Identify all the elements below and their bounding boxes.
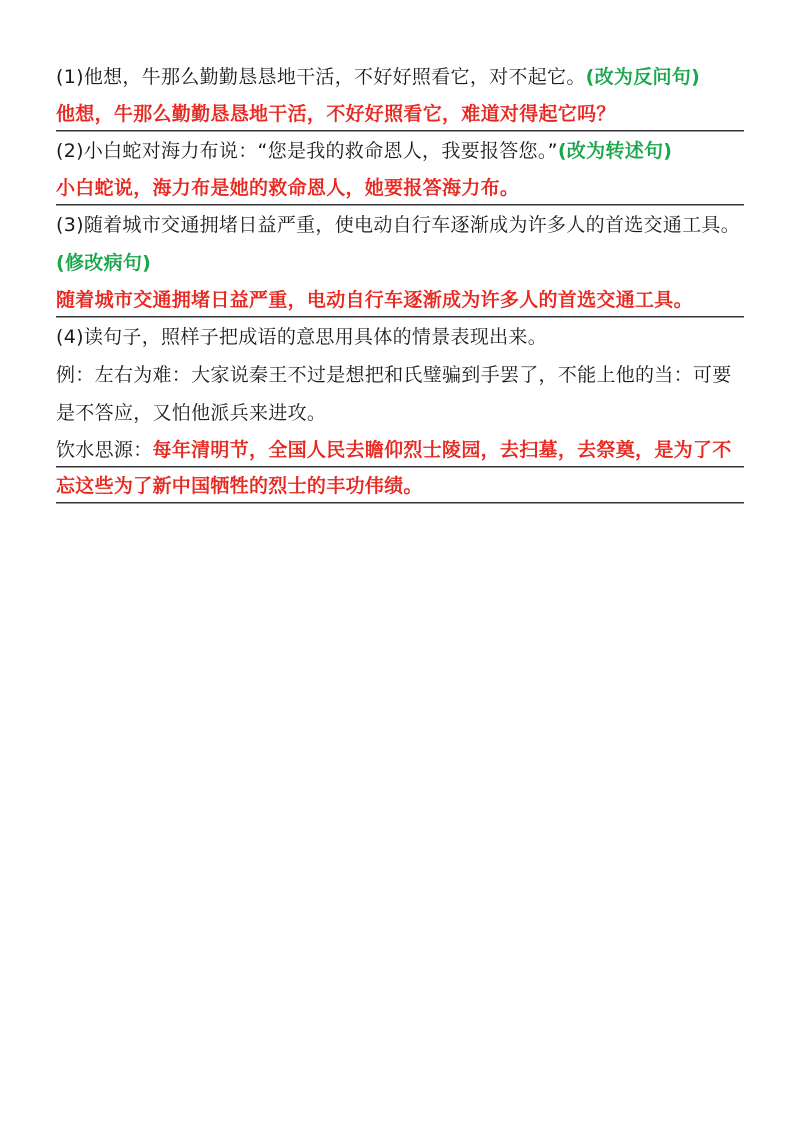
question-1-prompt: (1)他想，牛那么勤勤恳恳地干活，不好好照看它，对不起它。: [56, 66, 586, 88]
question-2-prompt: (2)小白蛇对海力布说：“您是我的救命恩人，我要报答您。”: [56, 140, 558, 162]
question-4-task-label: 饮水思源：: [56, 439, 153, 461]
question-1-answer: 他想，牛那么勤勤恳恳地干活，不好好照看它，难道对得起它吗？: [56, 96, 744, 132]
question-2: [56, 132, 744, 170]
question-2-instruction: (改为转述句): [557, 140, 673, 162]
question-3-instruction: (修改病句): [56, 252, 152, 274]
question-4-answer: 每年清明节，全国人民去瞻仰烈士陵园，去扫墓，去祭奠，是为了不忘这些为了新中国牺牲的烈士的丰功伟绩。: [56, 439, 732, 497]
worksheet: [56, 58, 744, 504]
question-1: [56, 58, 744, 96]
question-3-answer: 随着城市交通拥堵日益严重，电动自行车逐渐成为许多人的首选交通工具。: [56, 282, 744, 318]
question-4: [56, 318, 744, 356]
question-3: [56, 206, 744, 282]
question-4-answer-line: [56, 432, 744, 504]
question-4-prompt: (4)读句子，照样子把成语的意思用具体的情景表现出来。: [56, 326, 548, 348]
question-4-example: 例：左右为难：大家说秦王不过是想把和氏璧骗到手罢了，不能上他的当：可要是不答应，又怕他派兵来进攻。: [56, 364, 732, 424]
question-3-prompt: (3)随着城市交通拥堵日益严重，使电动自行车逐渐成为许多人的首选交通工具。: [56, 214, 741, 236]
question-2-answer: 小白蛇说，海力布是她的救命恩人，她要报答海力布。: [56, 170, 744, 206]
question-1-instruction: (改为反问句): [585, 66, 701, 88]
